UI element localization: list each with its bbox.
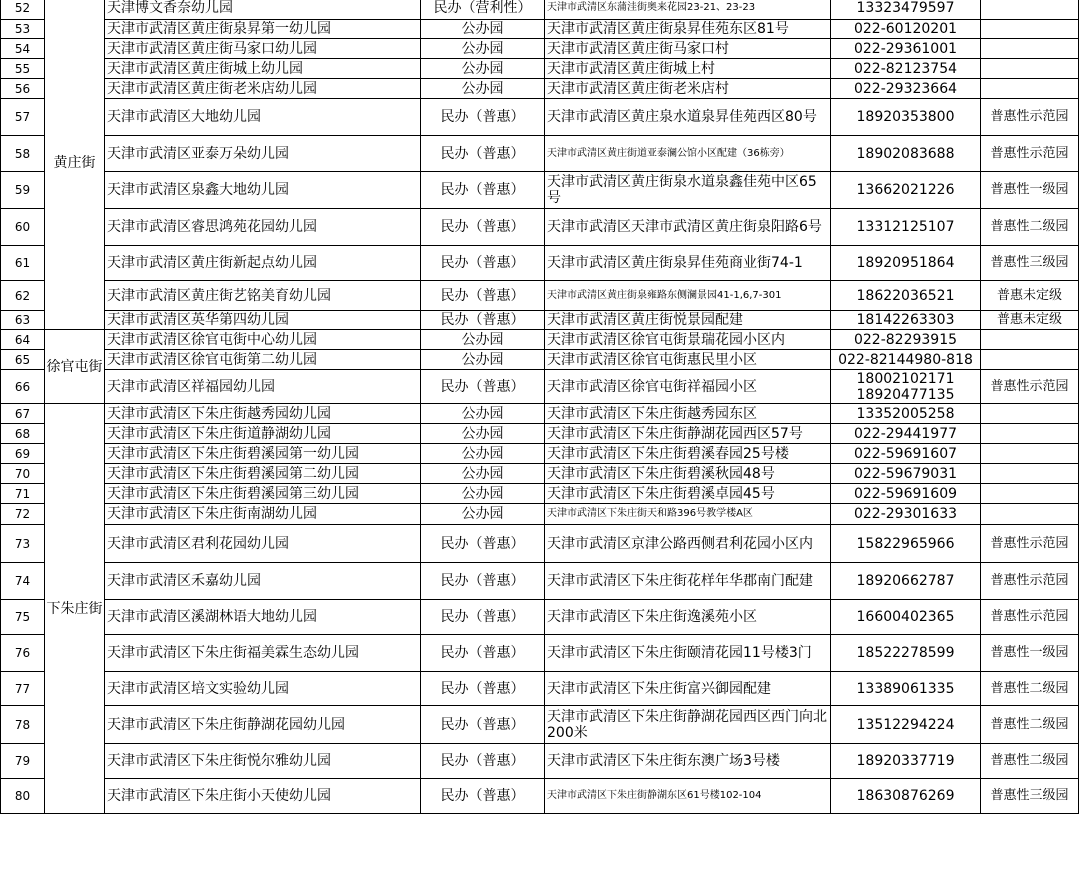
kindergarten-type: 公办园 (421, 39, 545, 59)
row-number: 77 (1, 672, 45, 706)
kindergarten-name: 天津市武清区泉鑫大地幼儿园 (105, 172, 421, 209)
row-number: 64 (1, 330, 45, 350)
kindergarten-type: 公办园 (421, 444, 545, 464)
table-row (1, 136, 1079, 172)
phone-cell (831, 79, 981, 99)
phone-cell (831, 136, 981, 172)
phone-cell (831, 444, 981, 464)
phone-number: 022-29441977 (853, 425, 958, 442)
kindergarten-name: 天津市武清区黄庄街城上幼儿园 (105, 59, 421, 79)
table-row (1, 39, 1079, 59)
grade-note: 普惠性二级园 (981, 706, 1079, 744)
table-row (1, 672, 1079, 706)
phone-cell (831, 424, 981, 444)
row-number: 66 (1, 370, 45, 404)
kindergarten-name: 天津市武清区下朱庄街小天使幼儿园 (105, 779, 421, 814)
kindergarten-type: 民办（普惠） (421, 779, 545, 814)
phone-number: 18920353800 (856, 109, 955, 125)
phone-number: 022-82123754 (853, 60, 958, 77)
row-number: 69 (1, 444, 45, 464)
kindergarten-name: 天津市武清区黄庄街泉昇第一幼儿园 (105, 20, 421, 39)
kindergarten-name: 天津市武清区培文实验幼儿园 (105, 672, 421, 706)
kindergarten-address: 天津市武清区黄庄街道亚泰澜公馆小区配建（36栋旁） (545, 136, 831, 172)
grade-note (981, 424, 1079, 444)
kindergarten-type: 公办园 (421, 504, 545, 525)
district-cell: 黄庄街 (45, 0, 105, 330)
table-row (1, 246, 1079, 281)
phone-number: 13312125107 (856, 219, 955, 235)
kindergarten-name: 天津市武清区徐官屯街中心幼儿园 (105, 330, 421, 350)
kindergarten-address: 天津市武清区下朱庄街颐清花园11号楼3门 (545, 635, 831, 672)
kindergarten-type: 民办（普惠） (421, 172, 545, 209)
grade-note: 普惠性示范园 (981, 600, 1079, 635)
kindergarten-address: 天津市武清区黄庄街老米店村 (545, 79, 831, 99)
kindergarten-address: 天津市武清区东蒲洼街奥来花园23-21、23-23 (545, 0, 831, 20)
kindergarten-type: 民办（普惠） (421, 600, 545, 635)
grade-note (981, 444, 1079, 464)
grade-note: 普惠性示范园 (981, 99, 1079, 136)
phone-cell (831, 525, 981, 563)
phone-number: 18902083688 (856, 145, 955, 162)
phone-number: 18142263303 (856, 312, 955, 328)
phone-number: 022-29301633 (853, 506, 958, 522)
grade-note (981, 20, 1079, 39)
grade-note (981, 350, 1079, 370)
table-row (1, 281, 1079, 311)
kindergarten-type: 民办（普惠） (421, 281, 545, 311)
grade-note: 普惠性二级园 (981, 744, 1079, 779)
row-number: 57 (1, 99, 45, 136)
phone-number: 022-82144980-818 (838, 351, 973, 368)
grade-note: 普惠性示范园 (981, 136, 1079, 172)
kindergarten-name: 天津市武清区亚泰万朵幼儿园 (105, 136, 421, 172)
row-number: 52 (1, 0, 45, 20)
district-cell: 徐官屯街 (45, 330, 105, 404)
phone-number: 022-59691609 (853, 485, 958, 502)
kindergarten-type: 公办园 (421, 424, 545, 444)
phone-number: 13389061335 (856, 680, 955, 697)
table-row (1, 600, 1079, 635)
kindergarten-address: 天津市武清区黄庄街泉昇佳苑商业街74-1 (545, 246, 831, 281)
kindergarten-address: 天津市武清区下朱庄街静湖花园西区57号 (545, 424, 831, 444)
kindergarten-name: 天津市武清区黄庄街艺铭美育幼儿园 (105, 281, 421, 311)
phone-number: 13662021226 (856, 182, 955, 198)
table-row (1, 525, 1079, 563)
kindergarten-address: 天津市武清区下朱庄街逸溪苑小区 (545, 600, 831, 635)
phone-cell (831, 484, 981, 504)
kindergarten-type: 公办园 (421, 484, 545, 504)
phone-number: 18630876269 (856, 788, 955, 804)
kindergarten-type: 公办园 (421, 59, 545, 79)
phone-cell (831, 39, 981, 59)
kindergarten-type: 民办（普惠） (421, 635, 545, 672)
kindergarten-address: 天津市武清区京津公路西侧君利花园小区内 (545, 525, 831, 563)
kindergarten-type: 民办（普惠） (421, 99, 545, 136)
row-number: 65 (1, 350, 45, 370)
kindergarten-address: 天津市武清区下朱庄街天和路396号教学楼A区 (545, 504, 831, 525)
table-row (1, 350, 1079, 370)
phone-cell (831, 464, 981, 484)
phone-cell (831, 311, 981, 330)
phone-number: 13512294224 (856, 716, 955, 733)
phone-number: 022-59679031 (853, 465, 958, 482)
grade-note (981, 330, 1079, 350)
kindergarten-address: 天津市武清区黄庄街马家口村 (545, 39, 831, 59)
row-number: 62 (1, 281, 45, 311)
kindergarten-type: 民办（普惠） (421, 311, 545, 330)
kindergarten-address: 天津市武清区下朱庄街碧溪春园25号楼 (545, 444, 831, 464)
grade-note (981, 504, 1079, 525)
phone-number: 022-60120201 (853, 21, 958, 37)
kindergarten-name: 天津市武清区祥福园幼儿园 (105, 370, 421, 404)
grade-note: 普惠性三级园 (981, 779, 1079, 814)
kindergarten-address: 天津市武清区天津市武清区黄庄街泉阳路6号 (545, 209, 831, 246)
row-number: 78 (1, 706, 45, 744)
grade-note: 普惠性二级园 (981, 672, 1079, 706)
kindergarten-type: 民办（普惠） (421, 209, 545, 246)
kindergarten-type: 民办（普惠） (421, 563, 545, 600)
grade-note: 普惠性示范园 (981, 525, 1079, 563)
grade-note: 普惠性二级园 (981, 209, 1079, 246)
table-row (1, 59, 1079, 79)
kindergarten-type: 公办园 (421, 79, 545, 99)
kindergarten-address: 天津市武清区黄庄街悦景园配建 (545, 311, 831, 330)
kindergarten-name: 天津市武清区下朱庄街静湖花园幼儿园 (105, 706, 421, 744)
table-row (1, 209, 1079, 246)
kindergarten-address: 天津市武清区徐官屯街景瑞花园小区内 (545, 330, 831, 350)
row-number: 67 (1, 404, 45, 424)
kindergarten-name: 天津市武清区君利花园幼儿园 (105, 525, 421, 563)
kindergarten-address: 天津市武清区下朱庄街富兴御园配建 (545, 672, 831, 706)
kindergarten-name: 天津市武清区黄庄街马家口幼儿园 (105, 39, 421, 59)
kindergarten-name: 天津市武清区下朱庄街南湖幼儿园 (105, 504, 421, 525)
table-row (1, 504, 1079, 525)
kindergarten-address: 天津市武清区下朱庄街静湖东区61号楼102-104 (545, 779, 831, 814)
kindergarten-name: 天津市武清区徐官屯街第二幼儿园 (105, 350, 421, 370)
phone-number: 022-59691607 (853, 445, 958, 462)
phone-number: 13352005258 (856, 405, 955, 422)
table-row (1, 99, 1079, 136)
phone-cell (831, 744, 981, 779)
table-row (1, 370, 1079, 404)
row-number: 53 (1, 20, 45, 39)
row-number: 72 (1, 504, 45, 525)
table-row (1, 404, 1079, 424)
row-number: 70 (1, 464, 45, 484)
kindergarten-address: 天津市武清区徐官屯街祥福园小区 (545, 370, 831, 404)
grade-note (981, 464, 1079, 484)
kindergarten-name: 天津市武清区下朱庄街碧溪园第二幼儿园 (105, 464, 421, 484)
phone-cell (831, 350, 981, 370)
grade-note (981, 0, 1079, 20)
kindergarten-type: 民办（普惠） (421, 744, 545, 779)
kindergarten-name: 天津市武清区溪湖林语大地幼儿园 (105, 600, 421, 635)
phone-number: 15822965966 (856, 535, 955, 552)
grade-note: 普惠未定级 (981, 281, 1079, 311)
phone-cell (831, 672, 981, 706)
kindergarten-address: 天津市武清区下朱庄街越秀园东区 (545, 404, 831, 424)
row-number: 80 (1, 779, 45, 814)
kindergarten-address: 天津市武清区黄庄泉水道泉昇佳苑西区80号 (545, 99, 831, 136)
phone-number: 18622036521 (856, 287, 955, 304)
table-row (1, 424, 1079, 444)
kindergarten-address: 天津市武清区黄庄街泉昇佳苑东区81号 (545, 20, 831, 39)
grade-note (981, 39, 1079, 59)
kindergarten-type: 民办（普惠） (421, 672, 545, 706)
phone-cell (831, 281, 981, 311)
row-number: 75 (1, 600, 45, 635)
kindergarten-name: 天津市武清区大地幼儿园 (105, 99, 421, 136)
grade-note (981, 404, 1079, 424)
row-number: 54 (1, 39, 45, 59)
row-number: 59 (1, 172, 45, 209)
kindergarten-type: 民办（普惠） (421, 706, 545, 744)
table-row (1, 0, 1079, 20)
kindergarten-address: 天津市武清区下朱庄街碧溪卓园45号 (545, 484, 831, 504)
phone-number: 18920337719 (856, 753, 955, 769)
kindergarten-type: 民办（普惠） (421, 246, 545, 281)
phone-cell (831, 0, 981, 20)
table-row (1, 330, 1079, 350)
kindergarten-name: 天津市武清区下朱庄街道静湖幼儿园 (105, 424, 421, 444)
row-number: 55 (1, 59, 45, 79)
kindergarten-address: 天津市武清区黄庄街城上村 (545, 59, 831, 79)
phone-number: 022-29323664 (853, 80, 958, 97)
kindergarten-name: 天津市武清区下朱庄街碧溪园第三幼儿园 (105, 484, 421, 504)
phone-cell (831, 172, 981, 209)
table-row (1, 779, 1079, 814)
row-number: 73 (1, 525, 45, 563)
kindergarten-address: 天津市武清区下朱庄街花样年华郡南门配建 (545, 563, 831, 600)
kindergarten-name: 天津市武清区下朱庄街福美霖生态幼儿园 (105, 635, 421, 672)
phone-number: 18002102171 (856, 370, 955, 387)
grade-note: 普惠性示范园 (981, 563, 1079, 600)
phone-number: 18920951864 (856, 255, 955, 271)
kindergarten-address: 天津市武清区黄庄街泉水道泉鑫佳苑中区65号 (545, 172, 831, 209)
row-number: 63 (1, 311, 45, 330)
phone-cell (831, 330, 981, 350)
row-number: 56 (1, 79, 45, 99)
table-row (1, 172, 1079, 209)
kindergarten-type: 公办园 (421, 20, 545, 39)
phone-cell (831, 99, 981, 136)
kindergarten-name: 天津市武清区下朱庄街碧溪园第一幼儿园 (105, 444, 421, 464)
row-number: 79 (1, 744, 45, 779)
phone-cell (831, 370, 981, 404)
row-number: 76 (1, 635, 45, 672)
table-row (1, 563, 1079, 600)
kindergarten-type: 民办（普惠） (421, 525, 545, 563)
grade-note (981, 59, 1079, 79)
kindergarten-type: 公办园 (421, 350, 545, 370)
phone-cell (831, 635, 981, 672)
kindergarten-name: 天津市武清区下朱庄街悦尔雅幼儿园 (105, 744, 421, 779)
grade-note (981, 484, 1079, 504)
table-row (1, 706, 1079, 744)
phone-cell (831, 706, 981, 744)
grade-note: 普惠性三级园 (981, 246, 1079, 281)
phone-number: 022-82293915 (853, 331, 958, 348)
kindergarten-name: 天津博文香奈幼儿园 (105, 0, 421, 20)
kindergarten-type: 民办（普惠） (421, 136, 545, 172)
kindergarten-type: 民办（普惠） (421, 370, 545, 404)
table-row (1, 635, 1079, 672)
kindergarten-type: 公办园 (421, 464, 545, 484)
grade-note: 普惠未定级 (981, 311, 1079, 330)
phone-number: 022-29361001 (853, 40, 958, 57)
kindergarten-type: 公办园 (421, 330, 545, 350)
phone-number: 16600402365 (856, 609, 955, 625)
row-number: 60 (1, 209, 45, 246)
row-number: 68 (1, 424, 45, 444)
kindergarten-address: 天津市武清区下朱庄街东澳广场3号楼 (545, 744, 831, 779)
grade-note: 普惠性示范园 (981, 370, 1079, 404)
row-number: 71 (1, 484, 45, 504)
grade-note: 普惠性一级园 (981, 172, 1079, 209)
table-row (1, 311, 1079, 330)
phone-number: 18522278599 (856, 645, 955, 661)
phone-cell (831, 563, 981, 600)
phone-number: 18920477135 (856, 386, 955, 403)
kindergarten-name: 天津市武清区禾嘉幼儿园 (105, 563, 421, 600)
row-number: 61 (1, 246, 45, 281)
table-row (1, 484, 1079, 504)
phone-cell (831, 404, 981, 424)
kindergarten-name: 天津市武清区黄庄街新起点幼儿园 (105, 246, 421, 281)
kindergarten-address: 天津市武清区下朱庄街碧溪秋园48号 (545, 464, 831, 484)
table-row (1, 744, 1079, 779)
phone-number: 18920662787 (856, 573, 955, 589)
row-number: 58 (1, 136, 45, 172)
kindergarten-address: 天津市武清区黄庄街泉雍路东侧澜景园41-1,6,7-301 (545, 281, 831, 311)
phone-cell (831, 20, 981, 39)
phone-cell (831, 59, 981, 79)
kindergarten-type: 民办（营利性） (421, 0, 545, 20)
kindergarten-name: 天津市武清区黄庄街老米店幼儿园 (105, 79, 421, 99)
row-number: 74 (1, 563, 45, 600)
grade-note (981, 79, 1079, 99)
kindergarten-name: 天津市武清区睿思鸿苑花园幼儿园 (105, 209, 421, 246)
kindergarten-type: 公办园 (421, 404, 545, 424)
district-cell: 下朱庄街 (45, 404, 105, 814)
table-row (1, 20, 1079, 39)
kindergarten-name: 天津市武清区英华第四幼儿园 (105, 311, 421, 330)
kindergarten-address: 天津市武清区下朱庄街静湖花园西区西门向北200米 (545, 706, 831, 744)
phone-cell (831, 600, 981, 635)
kindergarten-name: 天津市武清区下朱庄街越秀园幼儿园 (105, 404, 421, 424)
phone-cell (831, 779, 981, 814)
phone-cell (831, 504, 981, 525)
kindergarten-address: 天津市武清区徐官屯街惠民里小区 (545, 350, 831, 370)
phone-cell (831, 209, 981, 246)
table-row (1, 444, 1079, 464)
phone-cell (831, 246, 981, 281)
phone-number: 13323479597 (856, 0, 955, 16)
grade-note: 普惠性一级园 (981, 635, 1079, 672)
table-row (1, 79, 1079, 99)
table-row (1, 464, 1079, 484)
